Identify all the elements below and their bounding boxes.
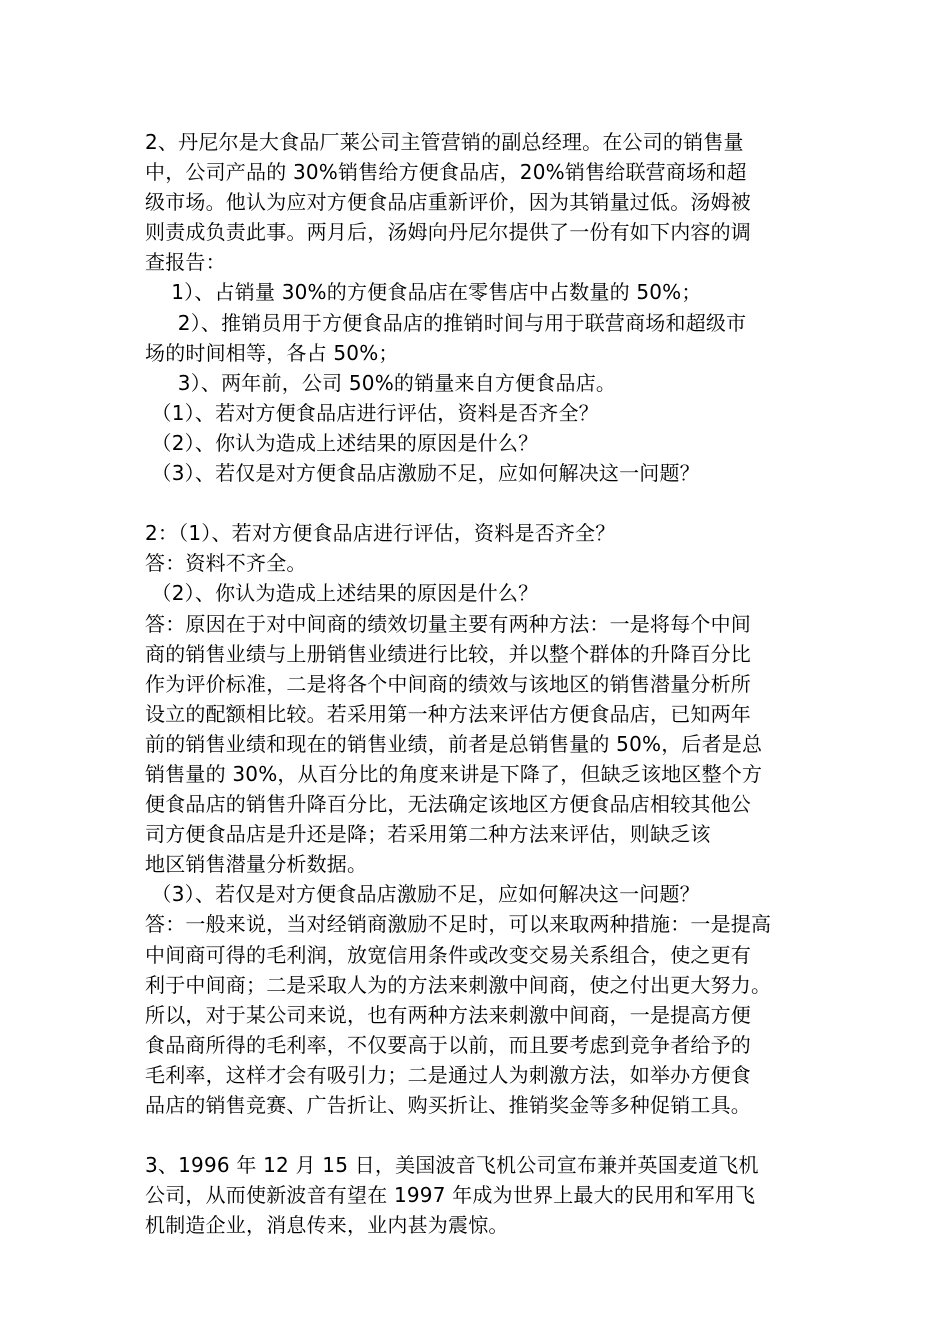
text-line: 3）、两年前，公司 50%的销量来自方便食品店。 [145,370,617,395]
text-line: 设立的配额相比较。若采用第一种方法来评估方便食品店，已知两年 [145,701,751,726]
text-line: 作为评价标准，二是将各个中间商的绩效与该地区的销售潜量分析所 [145,671,751,696]
text-line: 答：资料不齐全。 [145,551,307,576]
text-line: （1）、若对方便食品店进行评估，资料是否齐全？ [145,400,599,425]
text-line: （3）、若仅是对方便食品店激励不足，应如何解决这一问题？ [145,882,700,907]
text-line: 2、丹尼尔是大食品厂莱公司主管营销的副总经理。在公司的销售量 [145,130,744,154]
text-line: 机制造企业，消息传来，业内甚为震惊。 [145,1213,509,1238]
text-line: 则责成负责此事。两月后，汤姆向丹尼尔提供了一份有如下内容的调 [145,220,751,245]
text-line: （3）、若仅是对方便食品店激励不足，应如何解决这一问题？ [145,461,700,486]
text-line: 答：一般来说，当对经销商激励不足时，可以来取两种措施：一是提高 [145,912,772,937]
text-line: 司方便食品店是升还是降；若采用第二种方法来评估，则缺乏该 [145,822,711,847]
text-line: （2）、你认为造成上述结果的原因是什么？ [145,430,539,455]
text-line: 公司，从而使新波音有望在 1997 年成为世界上最大的民用和军用飞 [145,1183,756,1208]
text-line: 级市场。他认为应对方便食品店重新评价，因为其销量过低。汤姆被 [145,190,751,215]
blank-line [145,1120,825,1150]
text-line: 品店的销售竞赛、广告折让、购买折让、推销奖金等多种促销工具。 [145,1093,751,1117]
text-line: 便食品店的销售升降百分比，无法确定该地区方便食品店相较其他公 [145,792,751,817]
text-line: 销售量的 30%，从百分比的角度来讲是下降了，但缺乏该地区整个方 [145,761,763,786]
text-line: 前的销售业绩和现在的销售业绩，前者是总销售量的 50%，后者是总 [145,731,763,756]
text-line: 1）、占销量 30%的方便食品店在零售店中占数量的 50%； [145,280,702,305]
text-line: 利于中间商；二是采取人为的方法来刺激中间商，使之付出更大努力。 [145,972,772,997]
text-line: 地区销售潜量分析数据。 [145,852,368,877]
text-line: 商的销售业绩与上册销售业绩进行比较，并以整个群体的升降百分比 [145,641,751,666]
text-line: 3、1996 年 12 月 15 日，美国波音飞机公司宣布兼并英国麦道飞机 [145,1153,759,1178]
text-line: 答：原因在于对中间商的绩效切量主要有两种方法：一是将每个中间 [145,611,751,636]
text-line: 毛利率，这样才会有吸引力；二是通过人为刺激方法，如举办方便食 [145,1062,751,1087]
text-line: 中间商可得的毛利润，放宽信用条件或改变交易关系组合，使之更有 [145,942,751,967]
text-line: 中，公司产品的 30%销售给方便食品店，20%销售给联营商场和超 [145,160,747,185]
text-line: 查报告： [145,250,226,275]
text-line: （2）、你认为造成上述结果的原因是什么？ [145,581,539,606]
text-line: 所以，对于某公司来说，也有两种方法来刺激中间商，一是提高方便 [145,1002,751,1027]
document-body [145,127,825,1240]
text-line: 食品商所得的毛利率，不仅要高于以前，而且要考虑到竞争者给予的 [145,1032,751,1057]
text-line: 场的时间相等，各占 50%； [145,340,399,365]
text-line: 2：（1）、若对方便食品店进行评估，资料是否齐全？ [145,521,616,546]
text-line: 2）、推销员用于方便食品店的推销时间与用于联营商场和超级市 [145,310,747,335]
blank-line [145,488,825,518]
